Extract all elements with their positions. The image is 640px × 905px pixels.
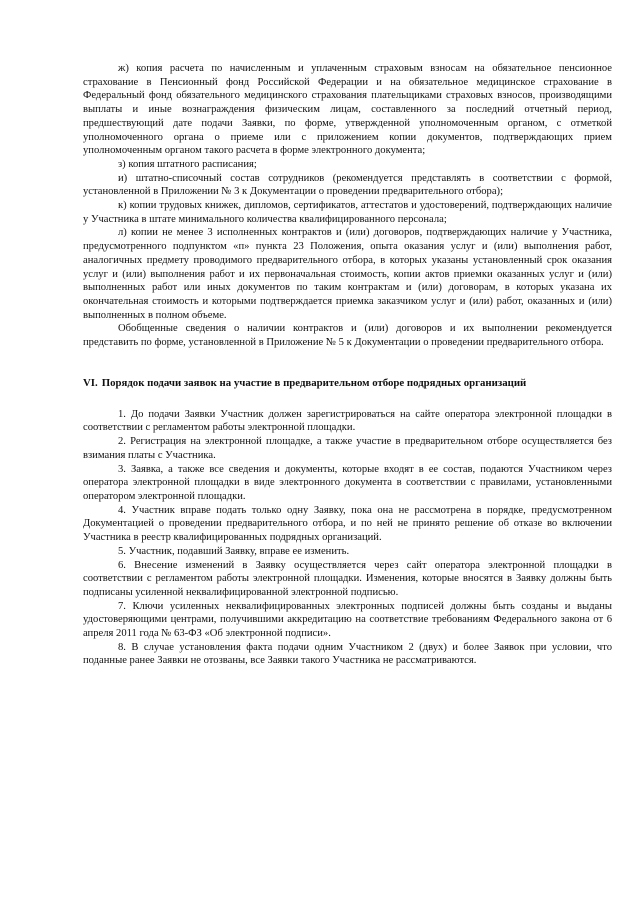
item-z-staff-schedule: з) копия штатного расписания; [118,158,257,170]
section-number: VI. [83,376,98,389]
item-zh-calculation-copy: ж) копия расчета по начисленным и уплаченным страховым взносам на обязательное пенсионное страхование в Пенсионный фонд Российской Федерации и на обязательное медицинское страхование в Федеральный фонд обязательного медицинского страхования плательщиками страховых взносов, производящими выплаты и иные вознаграждения физическим лицам, составленного за последний отчетный период, предшествующий дате подачи Заявки, по форме, утвержденной уполномоченным органом, с отметкой уполномоченного органа о приеме или с приложением копии документов, подтверждающих прием уполномоченным органом такого расчета в форме электронного документа; [83,63,612,157]
item-l-executed-contracts: л) копии не менее 3 исполненных контрактов и (или) договоров, подтверждающих наличие у Участника, предусмотренного подпунктом «п» пункта 23 Положения, опыта оказания услуг и (или) выполнения работ, аналогичных предмету проводимого предварительного отбора, в которых указаны установленный срок оказания услуг и (или) выполнения работ и их первоначальная стоимость, копии актов приемки оказанных услуг и (или) выполненных работ или иных документов по таким контрактам и (или) договорам, в которых указана их окончательная стоимость и которыми подтверждается приемка заказчиком услуг и (или) работ, оказанных и (или) выполненных в полном объеме. [83,227,612,321]
section-title: Порядок подачи заявок на участие в предварительном отборе подрядных организаций [101,376,527,389]
section-item-3: 3. Заявка, а также все сведения и документы, которые входят в ее состав, подаются Участником через оператора электронной площадки в виде электронного документа в соответствии с правилами, установленными оператором электронной площадки. [83,463,612,502]
item-i-staff-list: и) штатно-списочный состав сотрудников (рекомендуется представлять в соответствии с формой, установленной в Приложении № 3 к Документации о проведении предварительного отбора); [83,172,612,198]
section-item-7: 7. Ключи усиленных неквалифицированных электронных подписей должны быть созданы и выданы удостоверяющими центрами, получившими аккредитацию на соответствие требованиям Федерального закона от 6 апреля 2011 года № 63-ФЗ «Об электронной подписи». [83,600,612,640]
section-item-5: 5. Участник, подавший Заявку, вправе ее изменить. [118,545,350,557]
section-item-4: 4. Участник вправе подать только одну Заявку, пока она не рассмотрена в порядке, предусмотренном Документацией о проведении предварительного отбора, и по ней не принято решение об отказе во включении Участника в реестр квалифицированных подрядных организаций. [83,504,612,544]
item-k-employment-records: к) копии трудовых книжек, дипломов, сертификатов, аттестатов и удостоверений, подтверждающих наличие у Участника в штате минимального количества квалифицированного персонала; [83,200,612,225]
section-item-1: 1. До подачи Заявки Участник должен зарегистрироваться на сайте оператора электронной площадки в соответствии с регламентом работы электронной площадки. [83,408,612,434]
section-heading [83,376,612,390]
section-item-6: 6. Внесение изменений в Заявку осуществляется через сайт оператора электронной площадки в соответствии с регламентом работы электронной площадки. Изменения, которые вносятся в Заявку должны быть подписаны усиленной неквалифицированной электронной подписью. [83,559,612,598]
contracts-summary-paragraph: Обобщенные сведения о наличии контрактов и (или) договоров и их выполнении рекомендуется представить по форме, установленной в Приложение № 5 к Документации о проведении предварительного отбора. [83,323,612,349]
section-item-8: 8. В случае установления факта подачи одним Участником 2 (двух) и более Заявок при условии, что поданные ранее Заявки не отозваны, все Заявки такого Участника не рассматриваются. [83,641,612,667]
section-item-2: 2. Регистрация на электронной площадке, а также участие в предварительном отборе осуществляется без взимания платы с Участника. [83,436,612,461]
